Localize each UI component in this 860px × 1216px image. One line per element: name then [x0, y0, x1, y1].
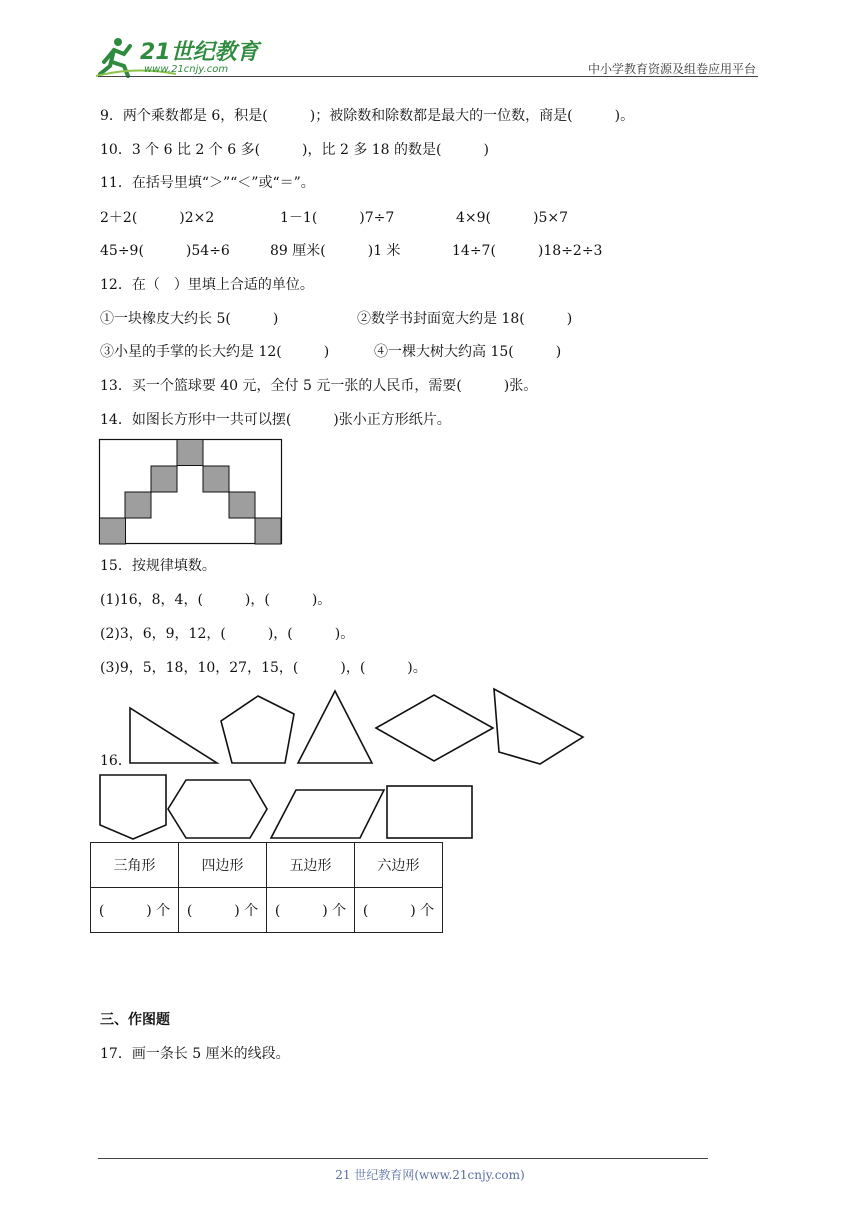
table-row	[91, 843, 443, 888]
q12-item: ④一棵大树大约高 15( )	[374, 344, 562, 360]
pentagon-shield-shape	[100, 775, 166, 839]
trapezoid-shape	[494, 689, 583, 764]
question-15-title: 15．按规律填数。	[100, 558, 216, 574]
table-header: 五边形	[267, 843, 355, 888]
parallelogram-shape	[271, 790, 384, 838]
question-10: 10．3 个 6 比 2 个 6 多( )，比 2 多 18 的数是( )	[100, 142, 489, 158]
question-16-label: 16．	[100, 753, 132, 769]
pentagon-shape	[221, 696, 294, 763]
q12-item: ③小星的手掌的长大约是 12( )	[100, 344, 330, 360]
q15-item: (2)3，6，9，12，( )，( )。	[100, 626, 355, 642]
q12-item: ②数学书封面宽大约是 18( )	[357, 311, 573, 327]
question-9: 9．两个乘数都是 6，积是( )；被除数和除数都是最大的一位数，商是( )。	[100, 108, 635, 124]
table-cell: ( ) 个	[179, 888, 267, 933]
table-header: 六边形	[355, 843, 443, 888]
table-row	[91, 888, 443, 933]
question-17: 17．画一条长 5 厘米的线段。	[100, 1046, 290, 1062]
logo-text: 21世纪教育	[140, 40, 259, 65]
header-rule	[98, 76, 758, 77]
rectangle-shape	[387, 786, 472, 838]
q11-item: 2＋2( )2×2	[100, 210, 215, 226]
shape-count-table	[90, 842, 443, 933]
hexagon-shape	[168, 780, 267, 838]
table-cell: ( ) 个	[267, 888, 355, 933]
question-13: 13．买一个篮球要 40 元，全付 5 元一张的人民币，需要( )张。	[100, 378, 538, 394]
platform-name: 中小学教育资源及组卷应用平台	[587, 62, 756, 76]
right-triangle-shape	[130, 708, 217, 763]
q11-item: 45÷9( )54÷6	[100, 243, 230, 259]
q12-item: ①一块橡皮大约长 5( )	[100, 311, 279, 327]
table-header: 四边形	[179, 843, 267, 888]
table-header: 三角形	[91, 843, 179, 888]
q11-item: 4×9( )5×7	[456, 210, 569, 226]
section-title: 三、作图题	[100, 1012, 170, 1028]
footer-text: 21 世纪教育网(www.21cnjy.com)	[335, 1168, 525, 1182]
table-cell: ( ) 个	[91, 888, 179, 933]
table-cell: ( ) 个	[355, 888, 443, 933]
triangle-shape	[298, 691, 372, 763]
q11-item: 89 厘米( )1 米	[270, 243, 401, 259]
q11-item: 14÷7( )18÷2÷3	[452, 243, 603, 259]
question-11-title: 11．在括号里填“＞”“＜”或“＝”。	[100, 175, 315, 191]
rhombus-shape	[376, 695, 493, 761]
question-12-title: 12．在（ ）里填上合适的单位。	[100, 277, 314, 293]
q11-item: 1－1( )7÷7	[280, 210, 395, 226]
shapes-figure	[95, 685, 595, 845]
logo-url: www.21cnjy.com	[144, 64, 229, 75]
q15-item: (3)9，5，18，10，27，15，( )，( )。	[100, 660, 427, 676]
site-logo	[96, 36, 266, 80]
square-staircase-figure	[99, 439, 283, 545]
question-14: 14．如图长方形中一共可以摆( )张小正方形纸片。	[100, 412, 451, 428]
q15-item: (1)16，8，4，( )，( )。	[100, 592, 332, 608]
footer-rule	[98, 1158, 708, 1159]
